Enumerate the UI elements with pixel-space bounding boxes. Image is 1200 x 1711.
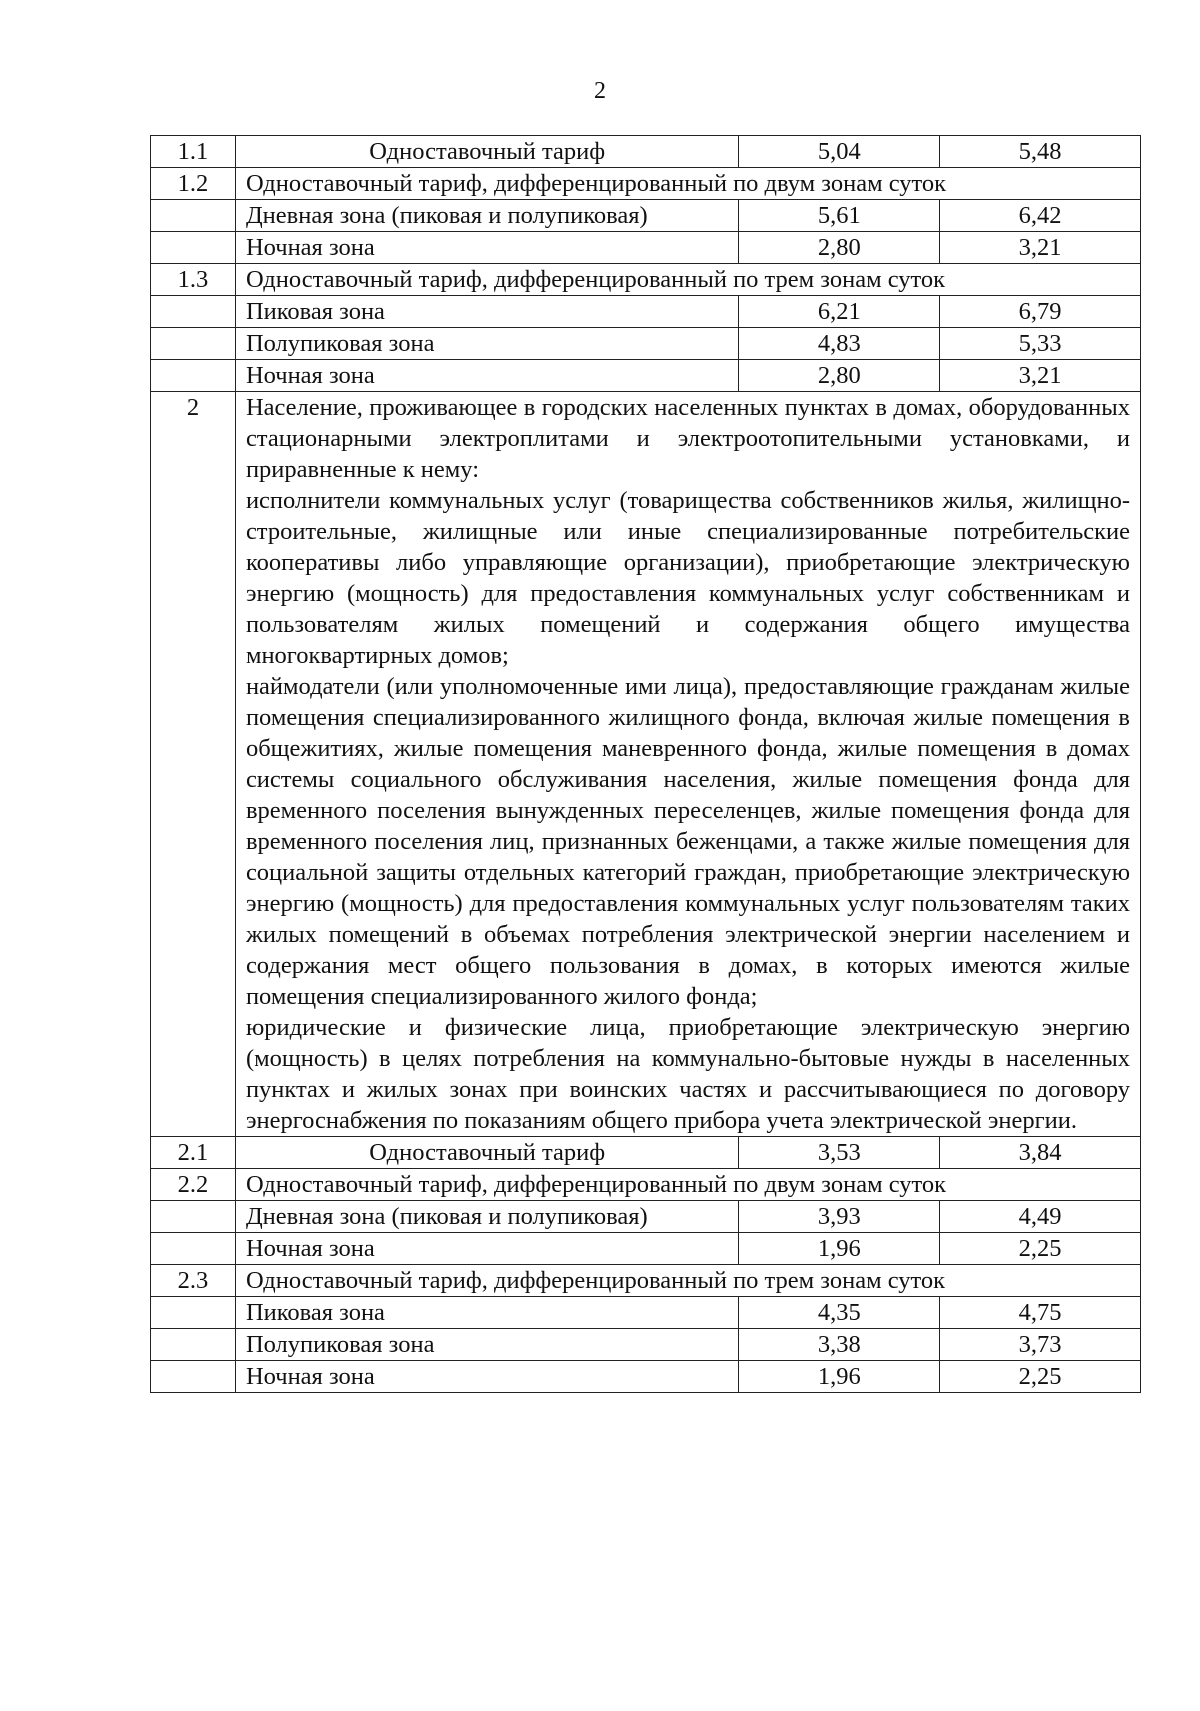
table-row <box>151 328 1141 360</box>
row-number-empty <box>151 1233 236 1265</box>
tariff-name: Дневная зона (пиковая и полупиковая) <box>235 1201 738 1233</box>
tariff-group-header: Одноставочный тариф, дифференцированный по трем зонам суток <box>235 264 1140 296</box>
tariff-name: Пиковая зона <box>235 296 738 328</box>
tariff-name: Полупиковая зона <box>235 328 738 360</box>
tariff-value-2: 3,21 <box>940 360 1141 392</box>
row-number: 2.1 <box>151 1137 236 1169</box>
row-number: 2 <box>151 392 236 1137</box>
description-paragraph: юридические и физические лица, приобретающие электрическую энергию (мощность) в целях потребления на коммунально-бытовые нужды в населенных пунктах и жилых зонах при воинских частях и рассчитывающиеся по договору энергоснабжения по показаниям общего прибора учета электрической энергии. <box>245 1014 1130 1134</box>
tariff-value-1: 5,04 <box>739 136 940 168</box>
tariff-value-1: 3,38 <box>739 1329 940 1361</box>
tariff-group-header: Одноставочный тариф, дифференцированный по трем зонам суток <box>235 1265 1140 1297</box>
tariff-name: Ночная зона <box>235 1361 738 1393</box>
row-number-empty <box>151 200 236 232</box>
table-row <box>151 1361 1141 1393</box>
row-number: 1.1 <box>151 136 236 168</box>
row-number-empty <box>151 360 236 392</box>
tariff-name: Одноставочный тариф <box>235 1137 738 1169</box>
row-number: 1.2 <box>151 168 236 200</box>
description-paragraph: наймодатели (или уполномоченные ими лица), предоставляющие гражданам жилые помещения специализированного жилищного фонда, включая жилые помещения в общежитиях, жилые помещения маневренного фонда, жилые помещения в домах системы социального обслуживания населения, жилые помещения фонда для временного поселения вынужденных переселенцев, жилые помещения фонда для временного поселения лиц, признанных беженцами, а также жилые помещения для социальной защиты отдельных категорий граждан, приобретающие электрическую энергию (мощность) для предоставления коммунальных услуг пользователям таких жилых помещений в объемах потребления электрической энергии населением и содержания мест общего пользования в домах, в которых имеются жилые помещения специализированного жилого фонда; <box>245 673 1130 1010</box>
table-row <box>151 200 1141 232</box>
row-number-empty <box>151 1361 236 1393</box>
tariff-name: Ночная зона <box>235 360 738 392</box>
tariff-value-2: 6,42 <box>940 200 1141 232</box>
tariff-value-1: 4,35 <box>739 1297 940 1329</box>
row-number-empty <box>151 1329 236 1361</box>
row-number-empty <box>151 1297 236 1329</box>
tariff-group-header: Одноставочный тариф, дифференцированный по двум зонам суток <box>235 168 1140 200</box>
tariff-value-1: 2,80 <box>739 232 940 264</box>
tariff-value-2: 4,75 <box>940 1297 1141 1329</box>
consumer-group-description <box>235 392 1140 1137</box>
tariff-value-1: 6,21 <box>739 296 940 328</box>
tariff-name: Дневная зона (пиковая и полупиковая) <box>235 200 738 232</box>
row-number: 2.2 <box>151 1169 236 1201</box>
table-row <box>151 168 1141 200</box>
table-row <box>151 1265 1141 1297</box>
tariff-value-1: 5,61 <box>739 200 940 232</box>
row-number: 1.3 <box>151 264 236 296</box>
row-number-empty <box>151 232 236 264</box>
description-paragraph: Население, проживающее в городских населенных пунктах в домах, оборудованных стационарными электроплитами и электроотопительными установками, и приравненные к нему: <box>245 394 1130 483</box>
tariff-value-2: 2,25 <box>940 1233 1141 1265</box>
tariff-name: Одноставочный тариф <box>235 136 738 168</box>
row-number-empty <box>151 328 236 360</box>
table-row <box>151 1297 1141 1329</box>
tariff-value-1: 1,96 <box>739 1361 940 1393</box>
tariff-name: Полупиковая зона <box>235 1329 738 1361</box>
tariff-value-2: 3,84 <box>940 1137 1141 1169</box>
table-row <box>151 1137 1141 1169</box>
table-row <box>151 296 1141 328</box>
row-number-empty <box>151 1201 236 1233</box>
table-row <box>151 1169 1141 1201</box>
tariff-value-2: 3,21 <box>940 232 1141 264</box>
tariff-name: Ночная зона <box>235 1233 738 1265</box>
tariff-value-1: 3,53 <box>739 1137 940 1169</box>
table-row <box>151 136 1141 168</box>
tariff-value-2: 5,48 <box>940 136 1141 168</box>
tariff-value-1: 1,96 <box>739 1233 940 1265</box>
tariff-value-1: 2,80 <box>739 360 940 392</box>
table-row <box>151 392 1141 1137</box>
tariff-value-1: 4,83 <box>739 328 940 360</box>
row-number: 2.3 <box>151 1265 236 1297</box>
tariff-value-1: 3,93 <box>739 1201 940 1233</box>
table-row <box>151 1201 1141 1233</box>
table-row <box>151 360 1141 392</box>
tariff-group-header: Одноставочный тариф, дифференцированный по двум зонам суток <box>235 1169 1140 1201</box>
tariff-table <box>150 135 1141 1393</box>
table-row <box>151 264 1141 296</box>
page-number: 2 <box>594 78 606 104</box>
tariff-value-2: 5,33 <box>940 328 1141 360</box>
table-row <box>151 232 1141 264</box>
tariff-name: Пиковая зона <box>235 1297 738 1329</box>
tariff-value-2: 3,73 <box>940 1329 1141 1361</box>
table-row <box>151 1329 1141 1361</box>
tariff-value-2: 4,49 <box>940 1201 1141 1233</box>
table-row <box>151 1233 1141 1265</box>
tariff-value-2: 6,79 <box>940 296 1141 328</box>
description-paragraph: исполнители коммунальных услуг (товарищества собственников жилья, жилищно-строительные, жилищные или иные специализированные потребительские кооперативы либо управляющие организации), приобретающие электрическую энергию (мощность) для предоставления коммунальных услуг собственникам и пользователям жилых помещений и содержания общего имущества многоквартирных домов; <box>245 487 1130 669</box>
tariff-name: Ночная зона <box>235 232 738 264</box>
tariff-value-2: 2,25 <box>940 1361 1141 1393</box>
row-number-empty <box>151 296 236 328</box>
